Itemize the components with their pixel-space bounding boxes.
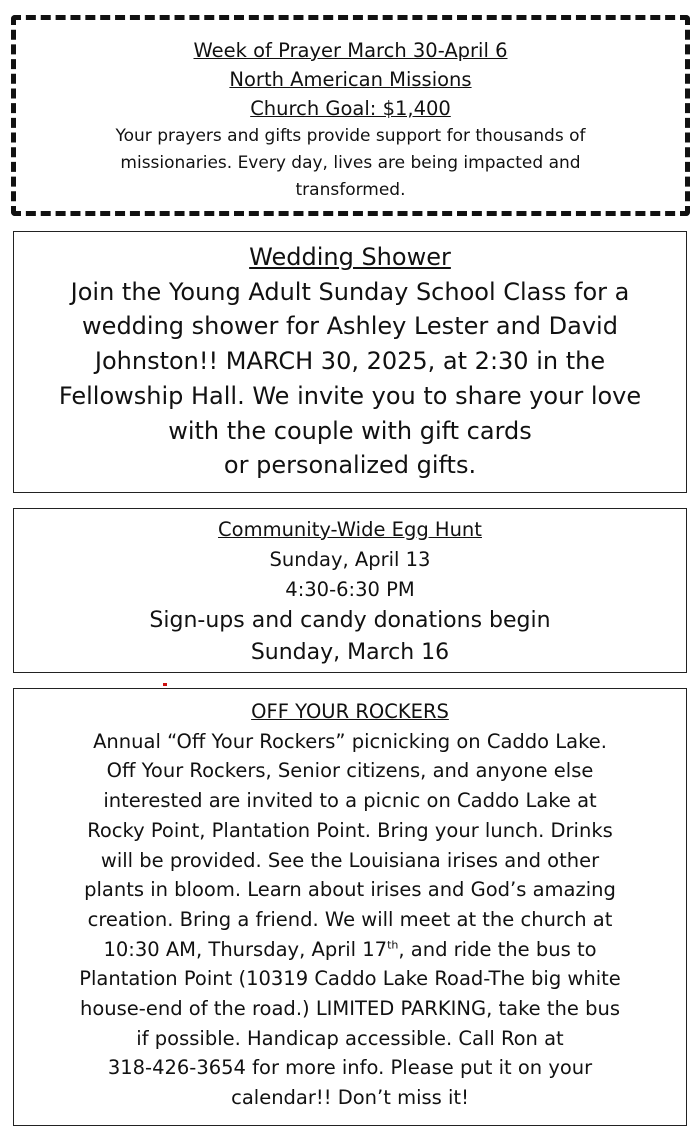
rockers-body-line: house-end of the road.) LIMITED PARKING, take the bus	[80, 997, 620, 1021]
egg-hunt-signup-date: Sunday, March 16	[250, 640, 450, 665]
rockers-date-end: , and ride the bus to	[398, 937, 597, 961]
prayer-subtitle: North American Missions	[229, 68, 472, 91]
off-your-rockers-box	[13, 688, 687, 1126]
rockers-body-line: interested are invited to a picnic on Caddo Lake at	[103, 789, 597, 813]
rockers-body-line: plants in bloom. Learn about irises and God’s amazing	[84, 878, 616, 902]
rockers-body-line: Plantation Point (10319 Caddo Lake Road-The big white	[79, 967, 621, 991]
prayer-body-line: transformed.	[295, 180, 406, 200]
wedding-body-line: or personalized gifts.	[223, 451, 477, 480]
rockers-body-line: will be provided. See the Louisiana irises and other	[100, 848, 600, 872]
red-mark	[163, 683, 167, 686]
egg-hunt-box	[13, 508, 687, 673]
prayer-title: Week of Prayer March 30-April 6	[193, 39, 508, 62]
rockers-body-line: Off Your Rockers, Senior citizens, and anyone else	[106, 759, 594, 783]
egg-hunt-date: Sunday, April 13	[269, 548, 431, 571]
prayer-goal: Church Goal: $1,400	[250, 97, 451, 120]
rockers-date-start: 10:30 AM, Thursday, April 17	[103, 937, 388, 961]
egg-hunt-title: Community-Wide Egg Hunt	[218, 518, 482, 541]
rockers-title: OFF YOUR ROCKERS	[251, 700, 449, 723]
egg-hunt-signup: Sign-ups and candy donations begin	[149, 608, 551, 633]
rockers-body-line: Rocky Point, Plantation Point. Bring your lunch. Drinks	[87, 818, 613, 842]
wedding-body-line: with the couple with gift cards	[168, 416, 532, 445]
rockers-body-line: creation. Bring a friend. We will meet at the church at	[87, 907, 613, 931]
rockers-date-ordinal: th	[387, 938, 399, 952]
rockers-body-line: if possible. Handicap accessible. Call Ron at	[136, 1026, 564, 1050]
rockers-body-line: Annual “Off Your Rockers” picnicking on Caddo Lake.	[93, 729, 607, 753]
rockers-body-line: 318-426-3654 for more info. Please put it on your	[107, 1056, 593, 1080]
wedding-body-line: wedding shower for Ashley Lester and David	[82, 312, 618, 341]
egg-hunt-time: 4:30-6:30 PM	[285, 578, 415, 601]
wedding-body-line: Johnston!! MARCH 30, 2025, at 2:30 in the	[94, 347, 606, 376]
rockers-date-line	[14, 935, 686, 965]
prayer-body-line: Your prayers and gifts provide support for thousands of	[115, 126, 586, 146]
wedding-shower-box	[13, 231, 687, 493]
rockers-body-line: calendar!! Don’t miss it!	[231, 1086, 469, 1110]
wedding-body-line: Join the Young Adult Sunday School Class for a	[70, 277, 630, 306]
prayer-body-line: missionaries. Every day, lives are being impacted and	[120, 153, 581, 173]
wedding-title: Wedding Shower	[249, 243, 451, 271]
wedding-body-line: Fellowship Hall. We invite you to share your love	[58, 381, 642, 410]
week-of-prayer-box	[11, 15, 690, 216]
